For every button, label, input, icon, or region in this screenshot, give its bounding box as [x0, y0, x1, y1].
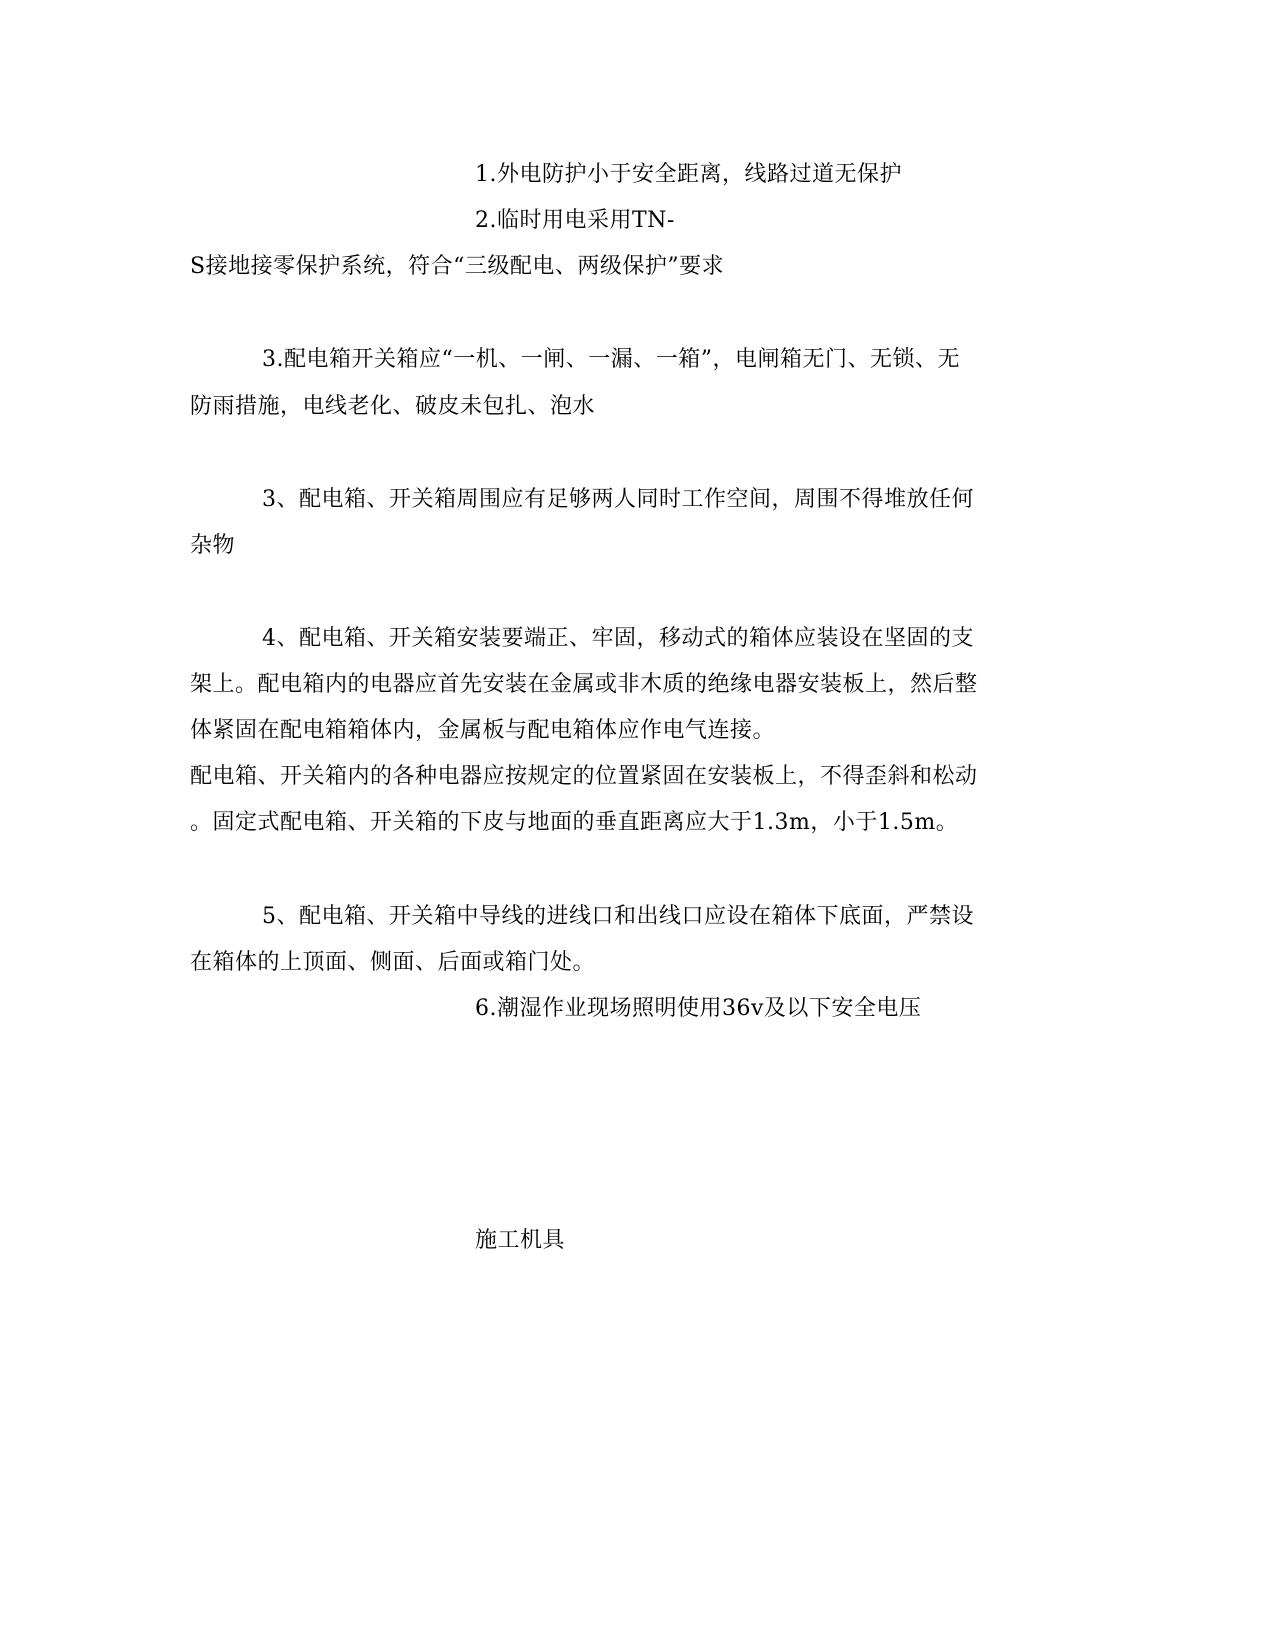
item-5-line-a: 5、配电箱、开关箱中导线的进线口和出线口应设在箱体下底面，严禁设: [262, 904, 974, 929]
item-4-line-a: 4、配电箱、开关箱安装要端正、牢固，移动式的箱体应装设在坚固的支: [262, 626, 974, 651]
item-4-line-e: 。固定式配电箱、开关箱的下皮与地面的垂直距离应大于1.3m，小于1.5m。: [190, 810, 959, 835]
item-3b-line-b: 杂物: [190, 533, 236, 558]
section-heading: 施工机具: [475, 1228, 566, 1253]
item-2-line-a: 2.临时用电采用TN-: [475, 208, 675, 233]
item-3-line-b: 防雨措施，电线老化、破皮未包扎、泡水: [190, 394, 596, 419]
item-3-line-a: 3.配电箱开关箱应“一机、一闸、一漏、一箱”，电闸箱无门、无锁、无: [262, 347, 960, 372]
item-4-line-d: 配电箱、开关箱内的各种电器应按规定的位置紧固在安装板上，不得歪斜和松动: [190, 764, 978, 789]
item-5-line-b: 在箱体的上顶面、侧面、后面或箱门处。: [190, 950, 596, 975]
item-4-line-c: 体紧固在配电箱箱体内，金属板与配电箱体应作电气连接。: [190, 718, 776, 743]
item-6-line: 6.潮湿作业现场照明使用36v及以下安全电压: [475, 996, 922, 1021]
item-4-line-b: 架上。配电箱内的电器应首先安装在金属或非木质的绝缘电器安装板上，然后整: [190, 672, 978, 697]
item-2-line-b: S接地接零保护系统，符合“三级配电、两级保护”要求: [190, 254, 725, 279]
item-3b-line-a: 3、配电箱、开关箱周围应有足够两人同时工作空间，周围不得堆放任何: [262, 487, 974, 512]
item-1-line: 1.外电防护小于安全距离，线路过道无保护: [475, 162, 902, 187]
